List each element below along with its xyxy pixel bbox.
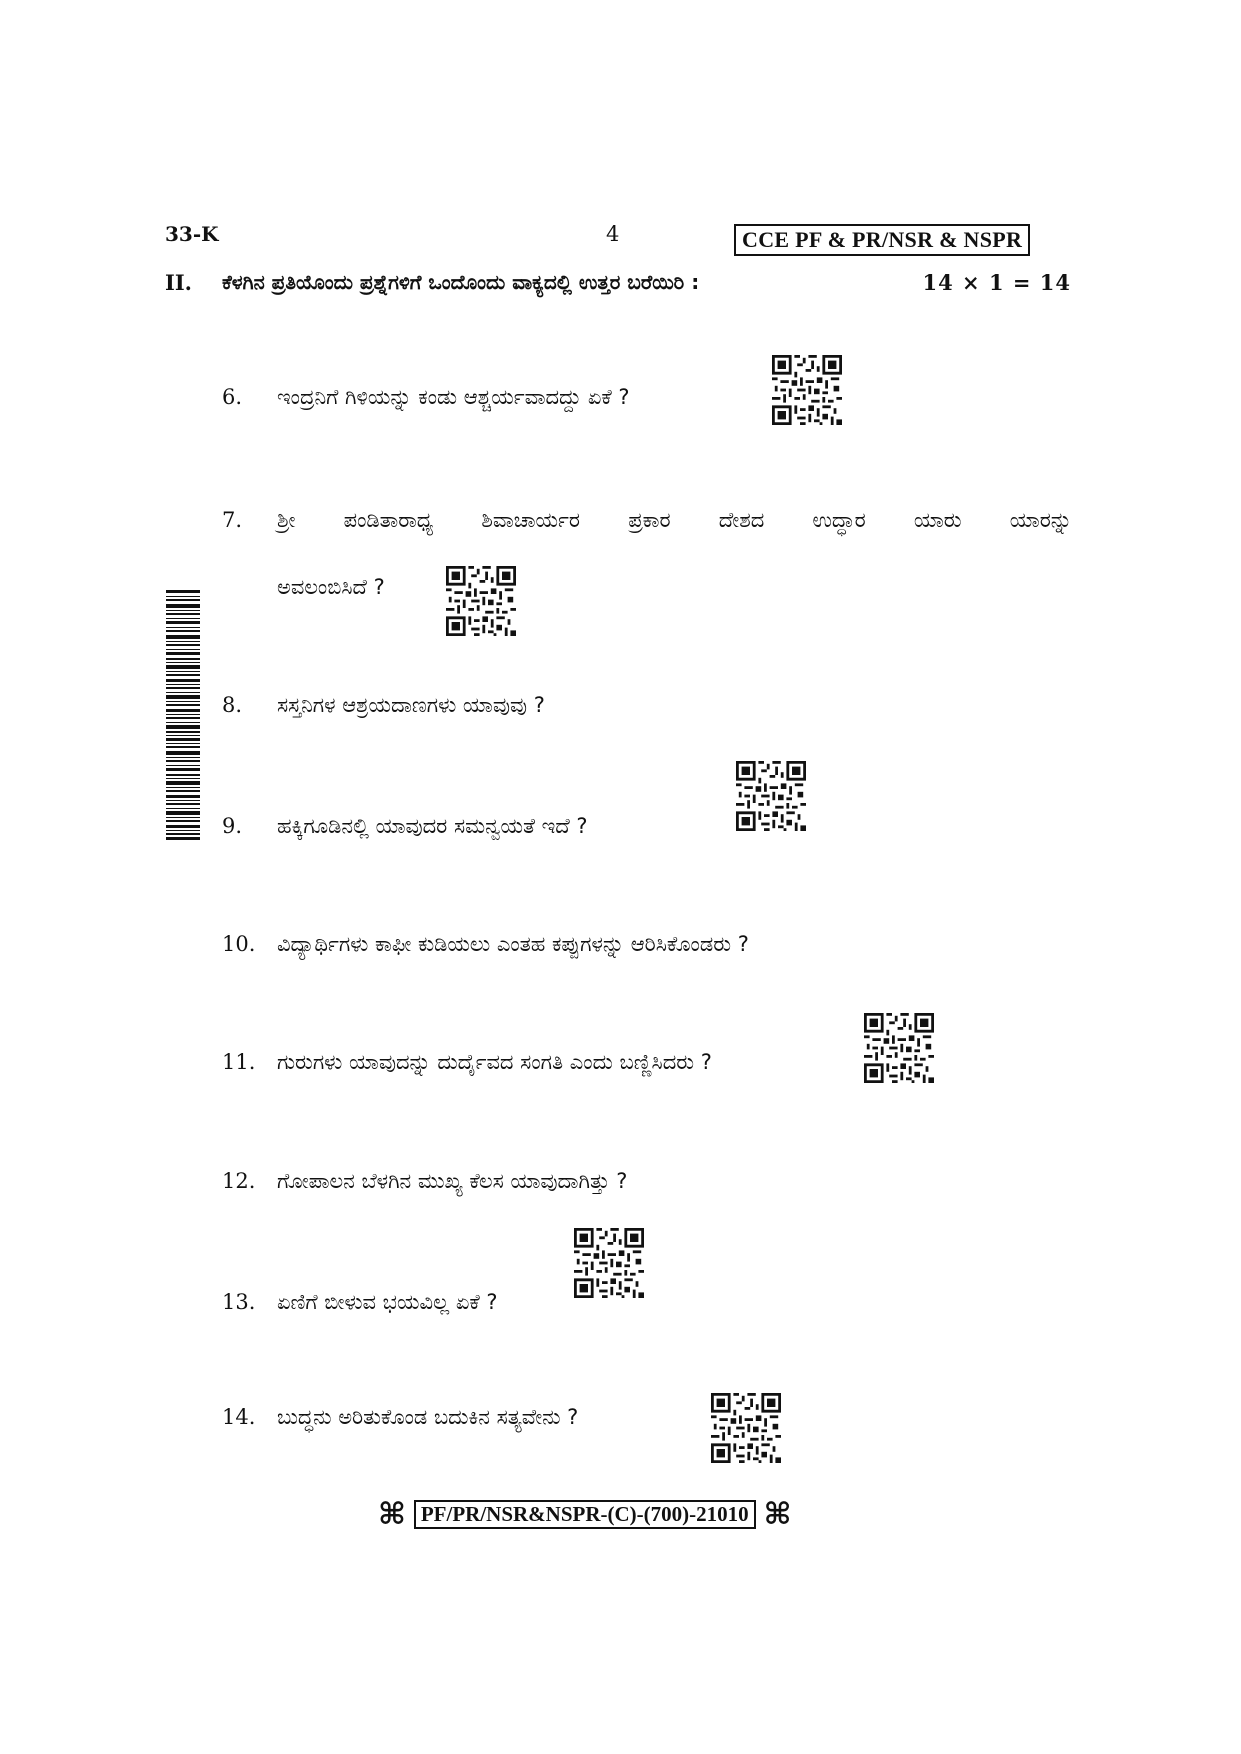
paper-code: 33-K: [165, 222, 219, 246]
command-symbol-icon: ⌘: [378, 1497, 406, 1532]
question-number: 7.: [222, 508, 243, 532]
qr-code-icon: [772, 355, 842, 425]
question-number: 12.: [222, 1169, 256, 1193]
qr-code-icon: [736, 761, 806, 831]
qr-code-icon: [711, 1393, 781, 1463]
question-text: ಗೋಪಾಲನ ಬೆಳಗಿನ ಮುಖ್ಯ ಕೆಲಸ ಯಾವುದಾಗಿತ್ತು ?: [277, 1169, 628, 1193]
question-number: 14.: [222, 1405, 256, 1429]
question-text: ಬುದ್ಧನು ಅರಿತುಕೊಂಡ ಬದುಕಿನ ಸತ್ಯವೇನು ?: [277, 1405, 579, 1429]
question-number: 6.: [222, 385, 243, 409]
section-instruction: ಕೆಳಗಿನ ಪ್ರತಿಯೊಂದು ಪ್ರಶ್ನೆಗಳಿಗೆ ಒಂದೊಂದು ವಾಕ್ಯದಲ್ಲಿ ಉತ್ತರ ಬರೆಯಿರಿ :: [222, 270, 700, 294]
exam-label: CCE PF & PR/NSR & NSPR: [734, 224, 1030, 256]
qr-code-icon: [446, 566, 516, 636]
question-number: 8.: [222, 693, 243, 717]
question-text: ಸಸ್ತನಿಗಳ ಆಶ್ರಯದಾಣಗಳು ಯಾವುವು ?: [277, 693, 545, 717]
question-text-line2: ಅವಲಂಬಿಸಿದೆ ?: [277, 575, 385, 599]
footer: [378, 1497, 791, 1532]
question-text: ಗುರುಗಳು ಯಾವುದನ್ನು ದುರ್ದೈವದ ಸಂಗತಿ ಎಂದು ಬಣ್ಣಿಸಿದರು ?: [277, 1050, 712, 1074]
question-number: 9.: [222, 814, 243, 838]
question-number: 10.: [222, 932, 256, 956]
footer-code: PF/PR/NSR&NSPR-(C)-(700)-21010: [414, 1500, 756, 1529]
question-text-line1: ಶ್ರೀ ಪಂಡಿತಾರಾಧ್ಯ ಶಿವಾಚಾರ್ಯರ ಪ್ರಕಾರ ದೇಶದ ಉದ್ಧಾರ ಯಾರು ಯಾರನ್ನು: [277, 508, 1072, 532]
question-number: 13.: [222, 1290, 256, 1314]
question-text: ವಿದ್ಯಾರ್ಥಿಗಳು ಕಾಫೀ ಕುಡಿಯಲು ಎಂತಹ ಕಪ್ಪುಗಳನ್ನು ಆರಿಸಿಕೊಂಡರು ?: [277, 932, 749, 956]
qr-code-icon: [864, 1013, 934, 1083]
section-marks: 14 × 1 = 14: [922, 270, 1071, 295]
section-number: II.: [165, 270, 192, 295]
question-text: ಏಣಿಗೆ ಬೀಳುವ ಭಯವಿಲ್ಲ ಏಕೆ ?: [277, 1290, 498, 1314]
page-number: 4: [606, 222, 620, 246]
question-number: 11.: [222, 1050, 256, 1074]
qr-code-icon: [574, 1228, 644, 1298]
barcode-icon: [166, 590, 200, 840]
question-text: ಇಂದ್ರನಿಗೆ ಗಿಳಿಯನ್ನು ಕಂಡು ಆಶ್ಚರ್ಯವಾದದ್ದು ಏಕೆ ?: [277, 385, 630, 409]
question-text: ಹಕ್ಕಿಗೂಡಿನಲ್ಲಿ ಯಾವುದರ ಸಮನ್ವಯತೆ ಇದೆ ?: [277, 814, 588, 838]
command-symbol-icon: ⌘: [763, 1497, 792, 1532]
